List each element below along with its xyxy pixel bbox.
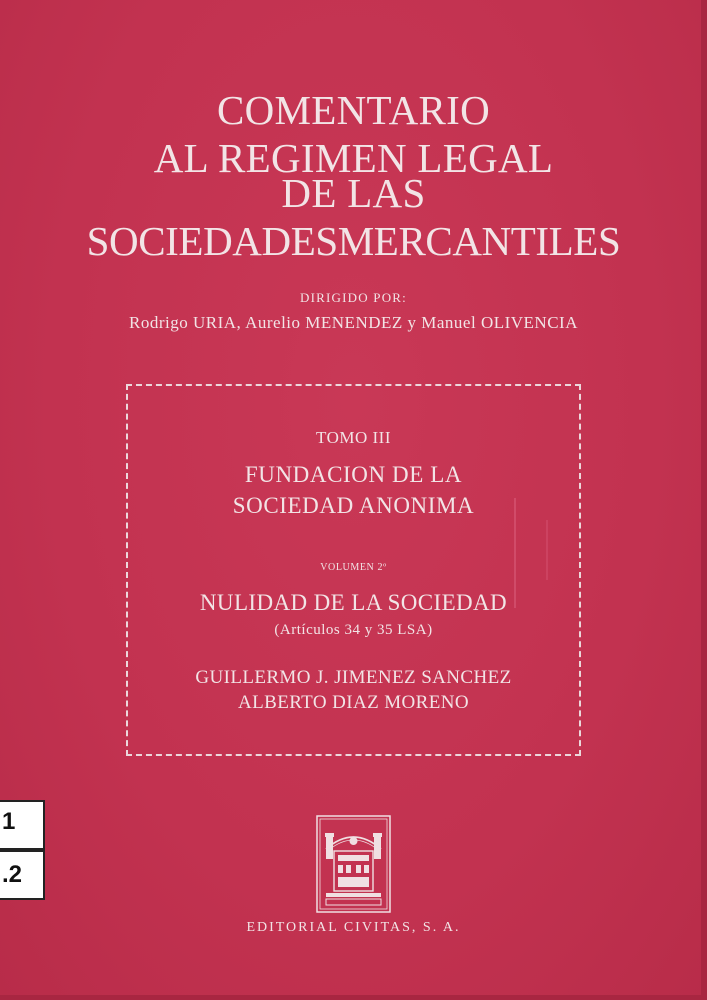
cover-edge-bottom xyxy=(0,995,707,1000)
title-line-3: DE LAS xyxy=(281,170,426,216)
library-call-label-1: 1 xyxy=(0,800,45,850)
publisher-name: EDITORIAL CIVITAS, S. A. xyxy=(246,920,461,935)
directors: Rodrigo URIA, Aurelio MENENDEZ y Manuel OLIVENCIA xyxy=(129,313,578,332)
author-2: ALBERTO DIAZ MORENO xyxy=(238,692,469,713)
articulos-label: (Artículos 34 y 35 LSA) xyxy=(274,622,433,638)
print-streak xyxy=(546,520,548,580)
subtitle-line-2: SOCIEDAD ANONIMA xyxy=(232,493,475,518)
directed-by-label: DIRIGIDO POR: xyxy=(300,290,407,305)
library-call-label-2: .2 xyxy=(0,850,45,900)
author-1: GUILLERMO J. JIMENEZ SANCHEZ xyxy=(195,667,512,688)
cover-edge-right xyxy=(701,0,707,1000)
title-line-4: SOCIEDADESMERCANTILES xyxy=(86,218,621,264)
print-streak xyxy=(514,498,516,608)
title-line-1: COMENTARIO xyxy=(216,87,491,133)
nulidad-title: NULIDAD DE LA SOCIEDAD xyxy=(199,590,508,615)
volumen-label: VOLUMEN 2º xyxy=(320,562,387,573)
title-line-2: AL REGIMEN LEGAL xyxy=(153,135,554,181)
subtitle-line-1: FUNDACION DE LA xyxy=(244,462,463,487)
civitas-building-emblem-icon xyxy=(316,815,391,913)
tomo-label: TOMO III xyxy=(316,428,391,447)
